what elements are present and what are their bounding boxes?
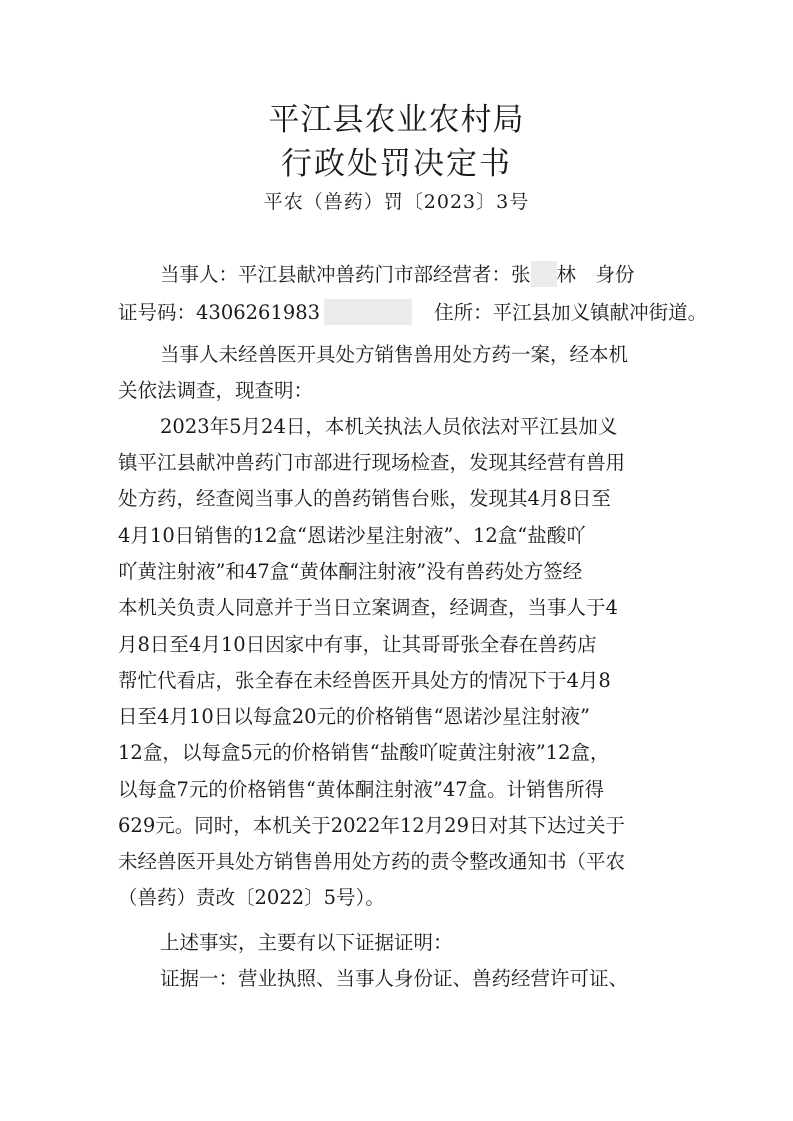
- paragraph-line: 629元。同时，本机关于2022年12月29日对其下达过关于: [118, 814, 625, 837]
- party-id-prefix: 证号码：4306261983: [118, 301, 321, 324]
- document-number: 平农（兽药）罚〔2023〕3号: [263, 191, 530, 213]
- document-title-type: 行政处罚决定书: [281, 146, 512, 182]
- paragraph-line: 帮忙代看店，张全春在未经兽医开具处方的情况下于4月8: [118, 669, 611, 692]
- party-line-1-suffix: 林 身份: [556, 263, 635, 286]
- paragraph-line: 未经兽医开具处方销售兽用处方药的责令整改通知书（平农: [118, 850, 626, 873]
- paragraph-line: 本机关负责人同意并于当日立案调查，经调查，当事人于4: [118, 596, 618, 619]
- document-title-agency: 平江县农业农村局: [268, 102, 525, 138]
- paragraph-line: 处方药，经查阅当事人的兽药销售台账，发现其4月8日至: [118, 487, 611, 510]
- paragraph-line: 关依法调查，现查明：: [118, 379, 314, 402]
- paragraph-line: （兽药）责改〔2022〕5号）。: [118, 886, 385, 909]
- paragraph-line: 上述事实，主要有以下证据证明：: [160, 931, 453, 954]
- paragraph-line: 月8日至4月10日因家中有事，让其哥哥张全春在兽药店: [118, 633, 597, 656]
- paragraph-line: 证据一：营业执照、当事人身份证、兽药经营许可证、: [160, 967, 629, 990]
- party-line-2: [118, 298, 707, 328]
- party-line-1-text: 当事人：平江县献冲兽药门市部经营者：张: [160, 263, 531, 286]
- party-address: 住所：平江县加义镇献冲街道。: [434, 301, 708, 324]
- paragraph-line: 当事人未经兽医开具处方销售兽用处方药一案，经本机: [160, 343, 629, 366]
- paragraph-line: 日至4月10日以每盒20元的价格销售“恩诺沙星注射液”: [118, 705, 590, 728]
- paragraph-line: 4月10日销售的12盒“恩诺沙星注射液”、12盒“盐酸吖: [118, 524, 586, 547]
- redaction-block: [324, 299, 412, 325]
- paragraph-line: 2023年5月24日，本机关执法人员依法对平江县加义: [160, 415, 618, 438]
- paragraph-line: 12盒，以每盒5元的价格销售“盐酸吖啶黄注射液”12盒，: [118, 741, 610, 764]
- redaction-block: [531, 261, 557, 287]
- paragraph-line: 吖黄注射液”和47盒“黄体酮注射液”没有兽药处方签经: [118, 560, 583, 583]
- paragraph-line: 镇平江县献冲兽药门市部进行现场检查，发现其经营有兽用: [118, 451, 626, 474]
- party-line-1: [160, 260, 635, 290]
- paragraph-line: 以每盒7元的价格销售“黄体酮注射液”47盒。计销售所得: [118, 778, 605, 801]
